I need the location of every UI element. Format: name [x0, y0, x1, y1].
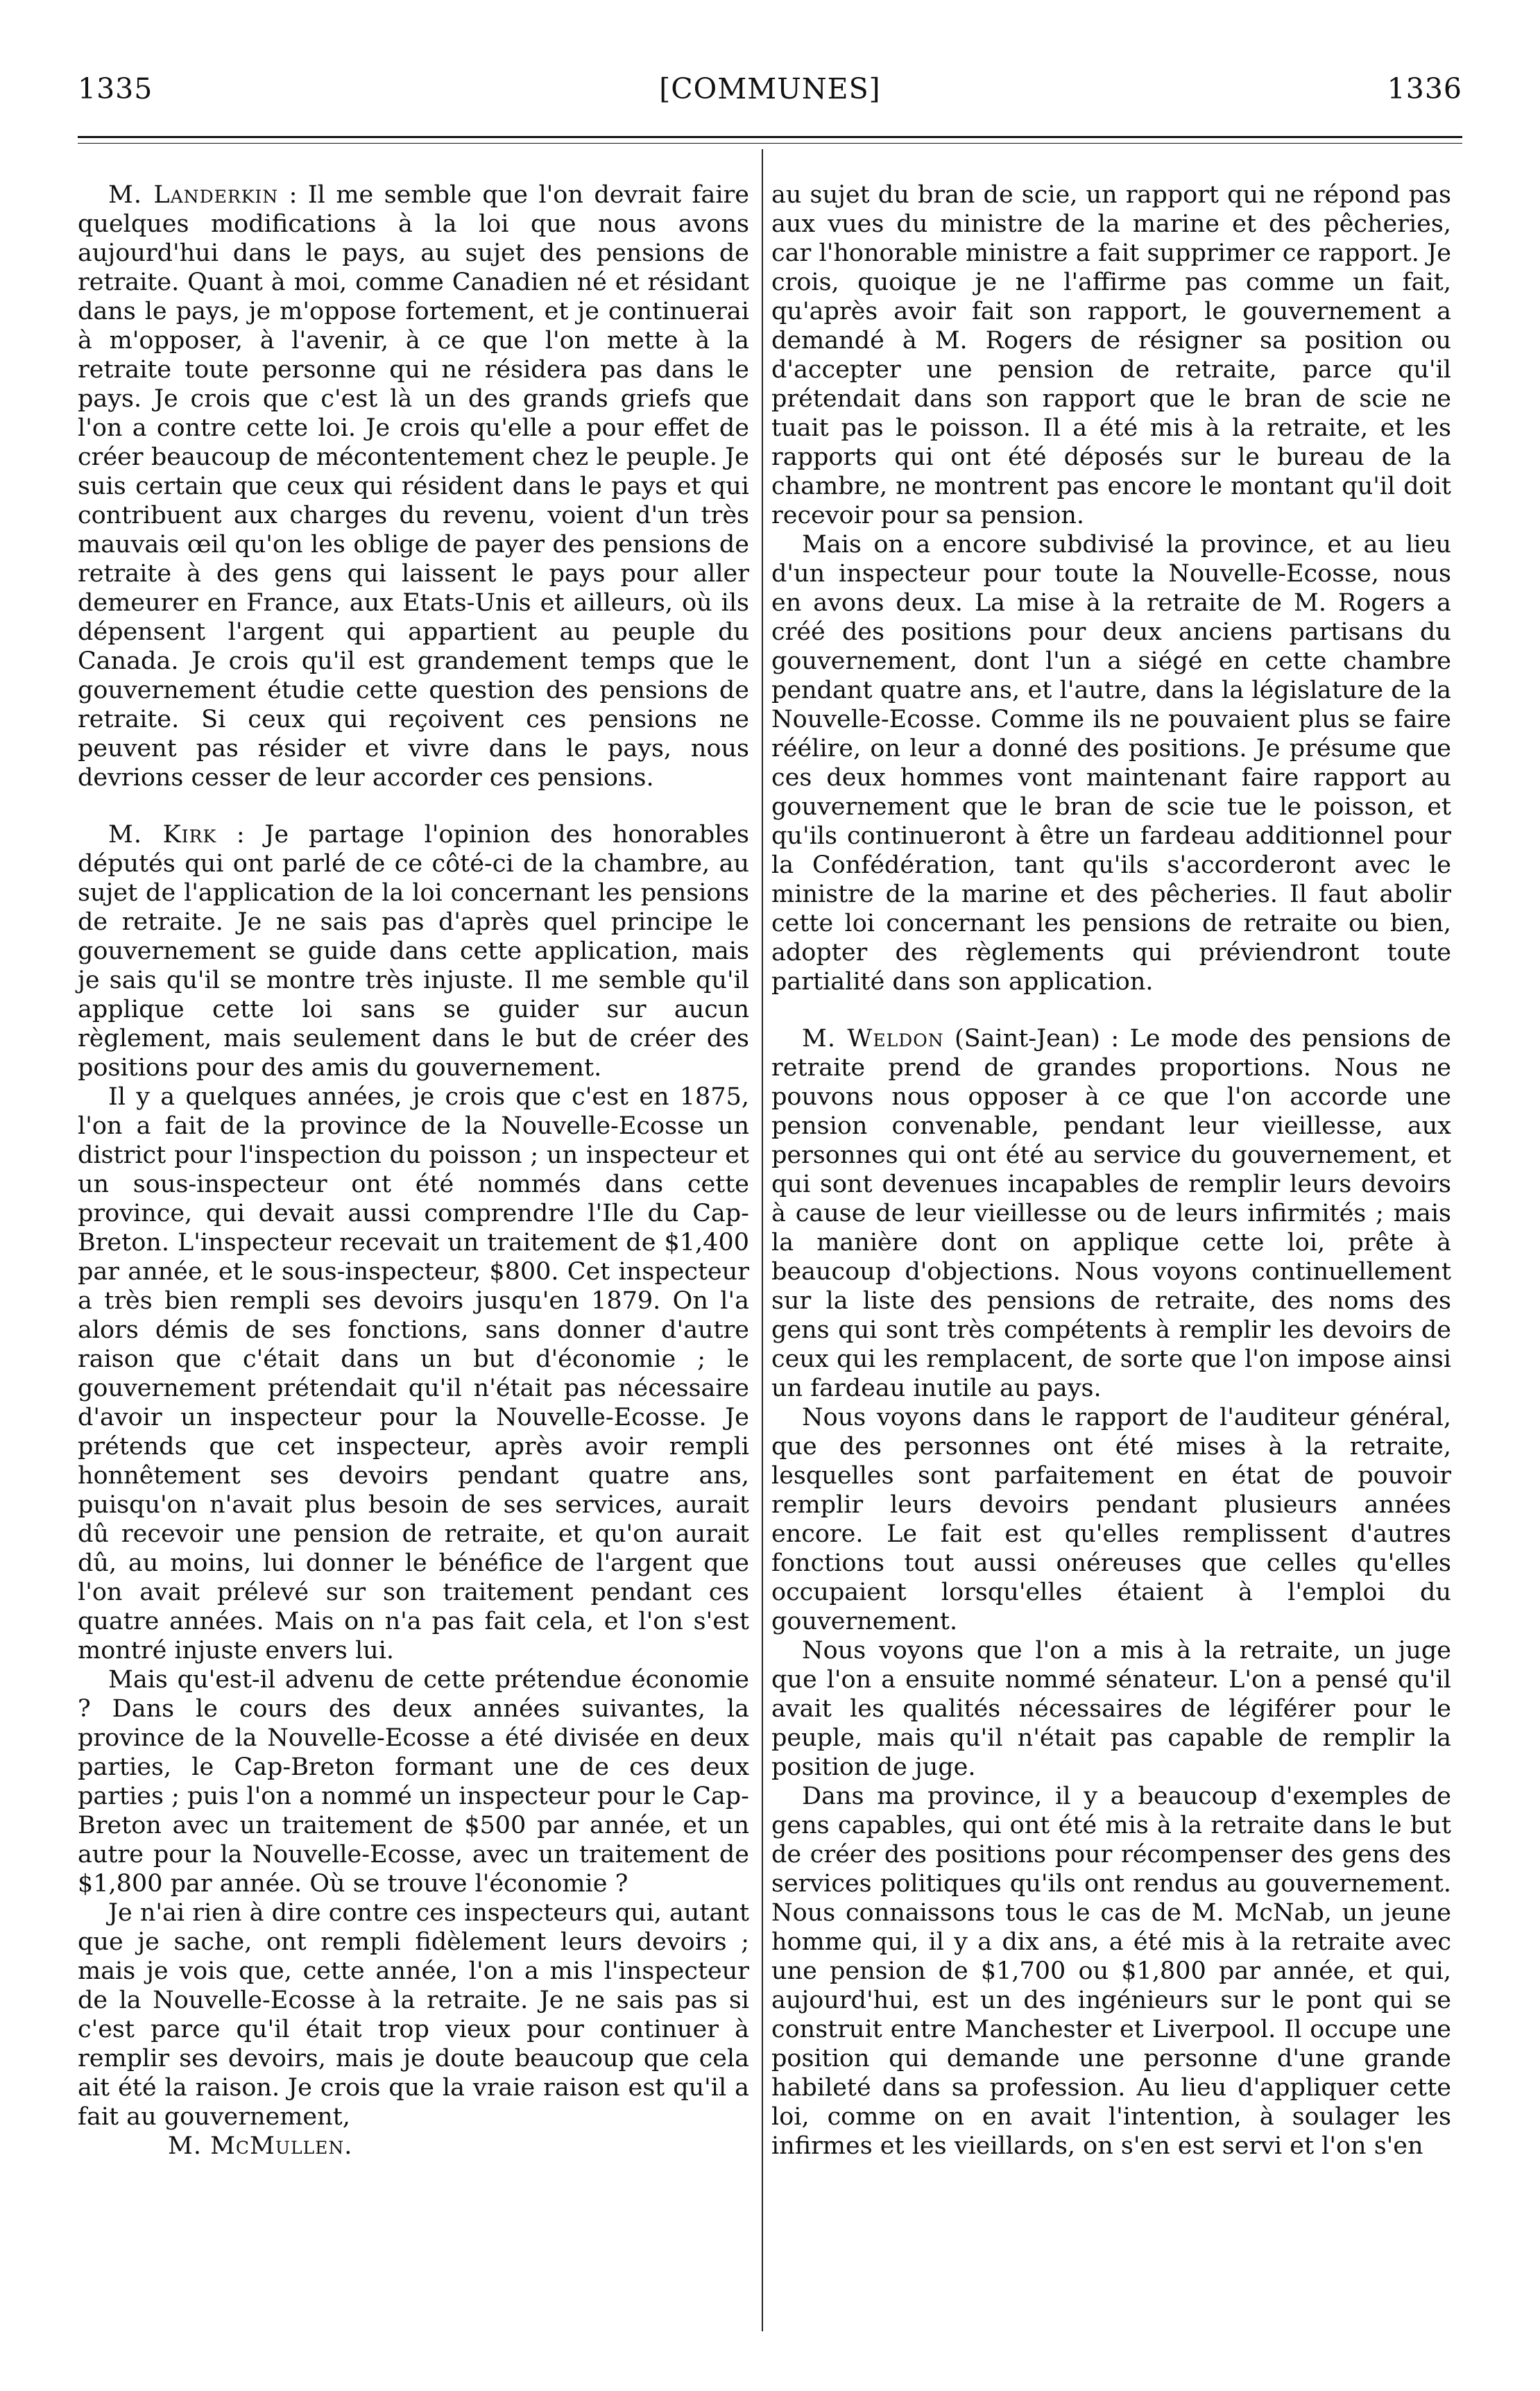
header-rule: [78, 136, 1462, 138]
right-column: [771, 180, 1451, 2161]
paragraph: [78, 1665, 749, 1898]
paragraph-text: (Saint-Jean) : Le mode des pensions de retraite prend de grandes proportions. Nous ne pouvons nous opposer à ce que l'on accorde une pension convenable, pendant leur vieillesse, aux personnes qui ont été au service du gouvernement, et qui sont devenues incapables de remplir leurs devoirs à cause de leur vieillesse ou de leurs infirmités ; mais la manière dont on applique cette loi, prête à beaucoup d'objections. Nous voyons continuellement sur la liste des pensions de retraite, des noms des gens qui sont très compétents à remplir les devoirs de ceux qui les remplacent, de sorte que l'on impose ainsi un fardeau inutile au pays.: [771, 1025, 1452, 1402]
paragraph: [78, 1082, 749, 1665]
speaker-name: M. Weldon: [802, 1025, 944, 1053]
paragraph-text: Dans ma province, il y a beaucoup d'exemples de gens capables, qui ont été mis à la retraite dans le but de créer des positions pour récompenser des gens des services politiques qu'ils ont rendus au gouvernement. Nous connaissons tous le cas de M. McNab, un jeune homme qui, il y a dix ans, a été mis à la retraite avec une pension de $1,700 ou $1,800 par année, et qui, aujourd'hui, est un des ingénieurs sur le pont qui se construit entre Manchester et Liverpool. Il occupe une position qui demande une personne d'une grande habileté dans sa profession. Au lieu d'appliquer cette loi, comme on en avait l'intention, à soulager les infirmes et les vieillards, on s'en est servi et l'on s'en: [771, 1782, 1451, 2160]
paragraph-text: : Il me semble que l'on devrait faire quelques modifications à la loi que nous avons aujourd'hui dans le pays, au sujet des pensions de retraite. Quant à moi, comme Canadien né et résidant dans le pays, je m'oppose fortement, et je continuerai à m'opposer, à l'avenir, à ce que l'on mette à la retraite toute personne qui ne résidera pas dans le pays. Je crois que c'est là un des grands griefs que l'on a contre cette loi. Je crois qu'elle a pour effet de créer beaucoup de mécontentement chez le peuple. Je suis certain que ceux qui résident dans le pays et qui contribuent aux charges du revenu, voient d'un très mauvais œil qu'on les oblige de payer des pensions de retraite à des gens qui laissent le pays pour aller demeurer en France, aux Etats-Unis et ailleurs, où ils dépensent l'argent qui appartient au peuple du Canada. Je crois qu'il est grandement temps que le gouvernement étudie cette question des pensions de retraite. Si ceux qui reçoivent ces pensions ne peuvent pas résider et vivre dans le pays, nous devrions cesser de leur accorder ces pensions.: [78, 181, 749, 792]
speaker-name: M. Kirk: [108, 821, 217, 849]
paragraph: [78, 180, 749, 792]
paragraph: [771, 180, 1451, 530]
header-rule-thin: [78, 143, 1462, 144]
paragraph: [771, 1636, 1451, 1782]
paragraph-text: Mais qu'est-il advenu de cette prétendue économie ? Dans le cours des deux années suivantes, la province de la Nouvelle-Ecosse a été divisée en deux parties, le Cap-Breton formant une de ces deux parties ; puis l'on a nommé un inspecteur pour le Cap-Breton avec un traitement de $500 par année, et un autre pour la Nouvelle-Ecosse, avec un traitement de $1,800 par année. Où se trouve l'économie ?: [78, 1666, 749, 1898]
right-page-number: 1336: [1387, 72, 1462, 105]
paragraph: [771, 1782, 1451, 2161]
paragraph: [771, 1403, 1451, 1636]
page-header: [78, 72, 1462, 107]
paragraph: [771, 530, 1451, 996]
paragraph-text: Nous voyons dans le rapport de l'auditeur général, que des personnes ont été mises à la retraite, lesquelles sont parfaitement en état de pouvoir remplir leurs devoirs pendant plusieurs années encore. Le fait est qu'elles remplissent d'autres fonctions tout aussi onéreuses que celles qu'elles occupaient lorsqu'elles étaient à l'emploi du gouvernement.: [771, 1404, 1451, 1635]
column-divider: [762, 149, 763, 2331]
paragraph-text: : Je partage l'opinion des honorables députés qui ont parlé de ce côté-ci de la chambre, au sujet de l'application de la loi concernant les pensions de retraite. Je ne sais pas d'après quel principe le gouvernement se guide dans cette application, mais je sais qu'il se montre très injuste. Il me semble qu'il applique cette loi sans se guider sur aucun règlement, mais seulement dans le but de créer des positions pour des amis du gouvernement.: [78, 821, 749, 1082]
running-title: [COMMUNES]: [659, 72, 881, 105]
left-page-number: 1335: [78, 72, 153, 105]
paragraph-text: au sujet du bran de scie, un rapport qui ne répond pas aux vues du ministre de la marine et des pêcheries, car l'honorable ministre a fait supprimer ce rapport. Je crois, quoique je ne l'affirme pas comme un fait, qu'après avoir fait son rapport, le gouvernement a demandé à M. Rogers de résigner sa position ou d'accepter une pension de retraite, parce qu'il prétendait dans son rapport que le bran de scie ne tuait pas le poisson. Il a été mis à la retraite, et les rapports qui ont été déposés sur le bureau de la chambre, ne montrent pas encore le montant qu'il doit recevoir pour sa pension.: [771, 181, 1451, 529]
paragraph: [78, 1898, 749, 2132]
paragraph: [78, 820, 749, 1082]
left-column: [78, 180, 749, 2161]
paragraph-text: Je n'ai rien à dire contre ces inspecteurs qui, autant que je sache, ont rempli fidèlement leurs devoirs ; mais je vois que, cette année, l'on a mis l'inspecteur de la Nouvelle-Ecosse à la retraite. Je ne sais pas si c'est parce qu'il était trop vieux pour continuer à remplir ses devoirs, mais je doute beaucoup que cela ait été la raison. Je crois que la vraie raison est qu'il a fait au gouvernement,: [78, 1899, 749, 2131]
speaker-signature: M. McMullen.: [168, 2132, 353, 2160]
paragraph-text: Mais on a encore subdivisé la province, et au lieu d'un inspecteur pour toute la Nouvelle-Ecosse, nous en avons deux. La mise à la retraite de M. Rogers a créé des positions pour deux anciens partisans du gouvernement, dont l'un a siégé en cette chambre pendant quatre ans, et l'autre, dans la législature de la Nouvelle-Ecosse. Comme ils ne pouvaient plus se faire réélire, on leur a donné des positions. Je présume que ces deux hommes vont maintenant faire rapport au gouvernement que le bran de scie tue le poisson, et qu'ils continueront à être un fardeau additionnel pour la Confédération, tant qu'ils s'accorderont avec le ministre de la marine et des pêcheries. Il faut abolir cette loi concernant les pensions de retraite ou bien, adopter des règlements qui préviendront toute partialité dans son application.: [771, 531, 1451, 996]
speaker-name: M. Landerkin: [108, 181, 279, 209]
paragraph: [771, 1024, 1451, 1403]
paragraph-text: Nous voyons que l'on a mis à la retraite, un juge que l'on a ensuite nommé sénateur. L'on a pensé qu'il avait les qualités nécessaires de légiférer pour le peuple, mais qu'il n'était pas capable de remplir la position de juge.: [771, 1637, 1451, 1781]
paragraph-text: Il y a quelques années, je crois que c'est en 1875, l'on a fait de la province de la Nouvelle-Ecosse un district pour l'inspection du poisson ; un inspecteur et un sous-inspecteur ont été nommés dans cette province, qui devait aussi comprendre l'Ile du Cap-Breton. L'inspecteur recevait un traitement de $1,400 par année, et le sous-inspecteur, $800. Cet inspecteur a très bien rempli ses devoirs jusqu'en 1879. On l'a alors démis de ses fonctions, sans donner d'autre raison que c'était dans un but d'économie ; le gouvernement prétendait qu'il n'était pas nécessaire d'avoir un inspecteur pour la Nouvelle-Ecosse. Je prétends que cet inspecteur, après avoir rempli honnêtement ses devoirs pendant quatre ans, puisqu'on n'avait plus besoin de ses services, aurait dû recevoir une pension de retraite, et qu'on aurait dû, au moins, lui donner le bénéfice de l'argent que l'on avait prélevé sur son traitement pendant ces quatre années. Mais on n'a pas fait cela, et l'on s'est montré injuste envers lui.: [78, 1083, 749, 1665]
